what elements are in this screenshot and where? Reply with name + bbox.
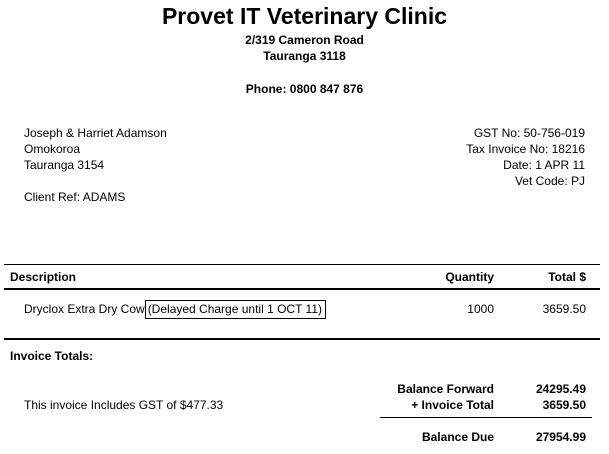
line-item-description: Dryclox Extra Dry Cow bbox=[24, 302, 145, 316]
column-header-description: Description bbox=[10, 270, 77, 284]
clinic-address-line2: Tauranga 3118 bbox=[263, 49, 346, 63]
balance-due-value: 27954.99 bbox=[535, 430, 586, 444]
gst-included-note: This invoice Includes GST of $477.33 bbox=[24, 398, 224, 412]
clinic-name: Provet IT Veterinary Clinic bbox=[161, 3, 448, 29]
gst-number: GST No: 50-756-019 bbox=[473, 126, 585, 140]
column-header-total: Total $ bbox=[548, 270, 586, 284]
table-header-rule bbox=[4, 288, 600, 290]
balance-forward-value: 24295.49 bbox=[535, 382, 586, 396]
balance-forward-label: Balance Forward bbox=[397, 382, 494, 396]
client-address-line2: Tauranga 3154 bbox=[24, 158, 105, 172]
totals-sum-rule bbox=[380, 417, 592, 418]
client-address-line1: Omokoroa bbox=[24, 142, 81, 156]
vet-code: Vet Code: PJ bbox=[514, 174, 585, 188]
column-header-quantity: Quantity bbox=[445, 270, 494, 284]
table-top-rule bbox=[4, 264, 600, 265]
tax-invoice-number: Tax Invoice No: 18216 bbox=[466, 142, 585, 156]
table-bottom-rule bbox=[4, 338, 600, 340]
client-name: Joseph & Harriet Adamson bbox=[24, 126, 167, 140]
table-row bbox=[24, 302, 326, 316]
delayed-charge-note: (Delayed Charge until 1 OCT 11) bbox=[145, 300, 326, 319]
invoice-date: Date: 1 APR 11 bbox=[503, 158, 585, 172]
clinic-address-line1: 2/319 Cameron Road bbox=[245, 33, 364, 47]
balance-due-label: Balance Due bbox=[421, 430, 494, 444]
line-item-total: 3659.50 bbox=[542, 302, 586, 316]
clinic-phone: Phone: 0800 847 876 bbox=[245, 82, 364, 96]
invoice-total-value: 3659.50 bbox=[542, 398, 586, 412]
invoice-totals-heading: Invoice Totals: bbox=[10, 349, 94, 363]
invoice-total-label: + Invoice Total bbox=[411, 398, 494, 412]
client-ref: Client Ref: ADAMS bbox=[24, 190, 126, 204]
line-item-quantity: 1000 bbox=[467, 302, 494, 316]
